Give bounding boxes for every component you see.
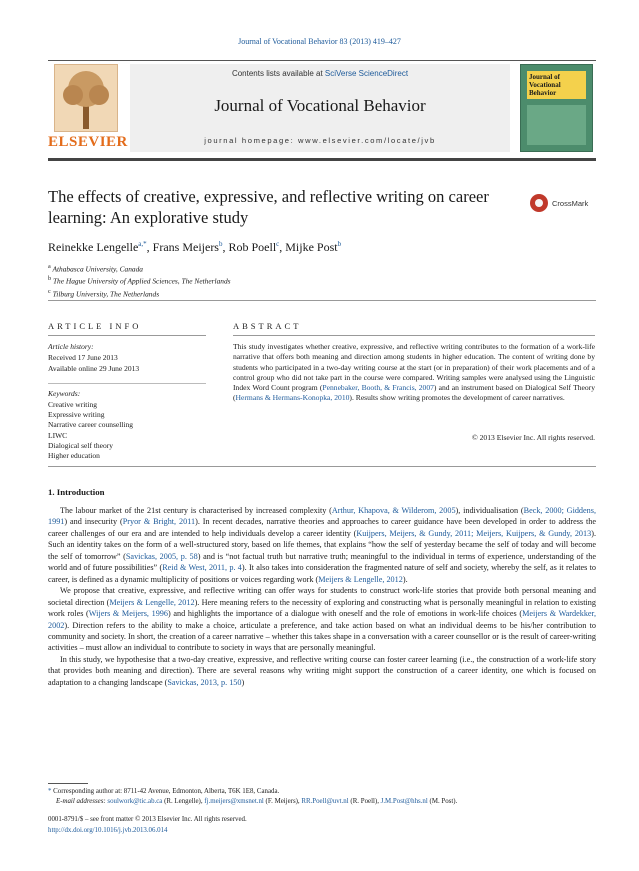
affiliation [48,274,231,286]
tree-icon [54,64,118,132]
abstract-rule [233,335,595,336]
corresponding-author-line [48,787,596,797]
issn-line: 0001-8791/$ – see front matter © 2013 Elsevier Inc. All rights reserved. [48,816,247,823]
contents-line [130,69,510,78]
affiliation-marker: b [48,276,52,283]
footnote-marker: * [48,788,54,795]
elsevier-logo [48,64,128,150]
email-owner: (F. Meijers), [263,798,302,805]
text-run: ) and highlights the importance of a dialogue with oneself and the role of emotions in work-life choices ( [168,609,523,619]
text-run: ). In recent decades, narrative theories and approaches to career guidance have been developed in order to address the career challenges of our era and are intended to help individuals develop a career identity ( [48,517,596,538]
article-info-heading: ARTICLE INFO [48,321,142,331]
keyword: LIWC [48,430,68,440]
crossmark-label: CrossMark [552,199,589,208]
affiliation-rule [48,300,596,301]
received-date: Received 17 June 2013 [48,353,118,362]
text-run: ). Direction refers to the ability to make a choice, articulate a preference, and take action based on what an individual deems to be his/her contribution to community and society. In short, the creation of a career narrative – whether this takes shape in a conversation with a career counsellor or is the result of career-writing activities – must allow an individual to contribute to society in ways that are personally meaningful. [48,620,596,653]
author-list: Reinekke Lengelle$^{a,*}$, Frans Meijers$^b$, Rob Poell$^c$, Mijke Post$^b$ [48,240,342,254]
citation-link[interactable]: Meijers & Wardekker, 2002 [48,609,597,630]
affiliation-text: Tilburg University, The Netherlands [52,289,160,299]
paragraph [48,505,596,585]
keywords-label: Keywords: [48,389,81,398]
body-text [48,505,596,688]
publisher-wordmark: ELSEVIER [48,134,128,150]
citation-link[interactable]: Meijers & Lengelle, 2012 [318,574,403,584]
contents-prefix: Contents lists available at [231,69,325,78]
header-bottom-rule [48,158,596,161]
author-affiliation-marker[interactable]: a,* [138,240,147,248]
abstract-part: ) and an instrument based on Dialogical Self Theory ( [233,383,596,403]
email-link[interactable]: soulwork@tic.ab.ca [107,798,163,805]
text-run: ), individualisation ( [455,506,524,515]
footnote-rule [48,783,88,784]
author-name: Frans Meijers [152,240,219,254]
affiliation-text: Athabasca University, Canada [52,264,143,274]
citation-link[interactable]: Pryor & Bright, 2011 [122,517,196,527]
author-affiliation-marker[interactable]: b [218,240,223,248]
keywords-rule [48,383,206,384]
keyword: Dialogical self theory [48,440,113,450]
citation-link[interactable]: Beck, 2000; Giddens, 1991 [48,506,596,527]
cover-title: Journal of Vocational Behavior [529,73,561,97]
citation-link[interactable]: Reid & West, 2011, p. 4 [162,563,242,573]
text-run: We propose that creative, expressive, and reflective writing can offer ways for students to construct work-life stories that provide both personal meaning and societal direction ( [48,586,596,607]
affiliation-text: The Hague University of Applied Sciences, The Netherlands [52,276,231,286]
abstract-part: This study investigates whether creative, expressive, and reflective writing contributes to the formation of a work-life narrative that offers both meaning and direction among students in higher education. The content of writing done by students who participated in a two-day writing course at the start (or in preparation) of their work placements and of a control group who did not take part in the course were compared. Writing samples were analysed using the Linguistic Index Word Count program ( [233,342,595,393]
online-date: Available online 29 June 2013 [48,364,140,373]
author-affiliation-marker[interactable]: c [276,240,280,248]
abstract-bottom-rule [48,466,596,467]
author-affiliation-marker[interactable]: b [337,240,342,248]
corresponding-author: Corresponding author at: 8711-42 Avenue, Edmonton, Alberta, T6K 1E8, Canada. [53,788,280,795]
footer [48,815,247,836]
email-link[interactable]: RR.Poell@uvt.nl [301,798,349,805]
section-heading-introduction: 1. Introduction [48,487,105,497]
email-owner: (M. Post). [427,798,458,805]
citation-link[interactable]: Kuijpers, Meijers, & Gundy, 2011; Meijers, Kuijpers, & Gundy, 2013 [356,528,592,538]
author-name: Reinekke Lengelle [48,240,139,254]
keyword-list [48,400,133,461]
abstract-heading: ABSTRACT [233,321,302,331]
cover-decoration [527,105,586,145]
journal-cover [520,64,593,152]
affiliation-marker: a [48,264,51,270]
article-info-rule [48,335,206,336]
citation-link[interactable]: Arthur, Khapova, & Wilderom, 2005 [331,506,456,515]
text-run: The labour market of the 21st century is characterised by increased complexity ( [60,506,332,515]
abstract-copyright: © 2013 Elsevier Inc. All rights reserved. [471,433,595,442]
email-link[interactable]: fj.meijers@xmsnet.nl [204,798,264,805]
paragraph [48,654,596,688]
paragraph [48,585,596,654]
keyword: Higher education [48,451,100,461]
header-top-rule [48,60,596,61]
keyword: Creative writing [48,400,97,409]
email-owner: (R. Lengelle), [162,798,205,805]
crossmark-icon [530,194,548,212]
abstract-text [233,342,595,404]
sciencedirect-link[interactable]: SciVerse ScienceDirect [324,69,409,78]
affiliation [48,262,231,274]
history-label: Article history: [48,342,94,351]
affiliation-marker: c [48,288,51,295]
journal-reference[interactable]: Journal of Vocational Behavior 83 (2013) 419–427 [238,37,401,46]
citation-link[interactable]: Meijers & Lengelle, 2012 [109,597,195,607]
text-run: ) and is “not factual truth but narrative truth; meaningful to the individual in terms of experience, understanding of the world and of future possibilities” ( [48,551,597,573]
citation-link[interactable]: Wijers & Meijers, 1996 [88,609,168,619]
abstract-citation[interactable]: Hermans & Hermans-Konopka, 2010 [235,393,350,403]
doi-link[interactable]: http://dx.doi.org/10.1016/j.jvb.2013.06.014 [48,826,168,834]
citation-link[interactable]: Savickas, 2013, p. 150 [167,677,242,687]
text-run: ). Such an identity takes on the form of a well-structured story, based on life themes, that explains “how the self of yesterday became the self of today and will become the self of tomorrow” ( [48,528,596,561]
author-name: Mijke Post [285,240,338,254]
email-line [48,797,596,807]
affiliation-list [48,262,231,299]
text-run: ). [402,574,408,584]
text-run: ). It also takes into consideration the fragmented nature of self and society, whereby the self, as it relates to career, is defined as a dynamic multiplicity of positions or voices regarding work ( [48,563,597,584]
keyword: Narrative career counselling [48,420,133,430]
text-run: In this study, we hypothesise that a two-day creative, expressive, and reflective writing course can foster career learning (i.e., the construction of a work-life story that provides both meaning and direction). There are several reasons why writing might support the construction of a career identity, one which is focused on adaptation to a changing landscape ( [48,654,596,687]
text-run: ) [241,677,245,687]
affiliation [48,287,231,299]
citation-link[interactable]: Savickas, 2005, p. 58 [125,551,198,561]
journal-homepage[interactable]: journal homepage: www.elsevier.com/locate/jvb [204,136,436,145]
footnote [48,787,596,807]
article-title: The effects of creative, expressive, and reflective writing on career learning: An explorative study [48,187,489,227]
journal-title: Journal of Vocational Behavior [214,96,426,115]
text-run: ). Here meaning refers to the necessity of exploring and constructing what is personally meaningful in relation to existing work roles ( [48,597,596,619]
keyword: Expressive writing [48,410,105,420]
abstract-citation[interactable]: Pennebaker, Booth, & Francis, 2007 [322,383,434,393]
email-owner: (R. Poell), [348,798,381,805]
text-run: ) and insecurity ( [64,517,123,527]
abstract-part: ). Results show writing promotes the development of career narratives. [349,393,565,403]
email-label: E-mail addresses: [56,798,108,805]
email-link[interactable]: J.M.Post@hhs.nl [380,798,428,805]
author-name: Rob Poell [228,240,277,254]
